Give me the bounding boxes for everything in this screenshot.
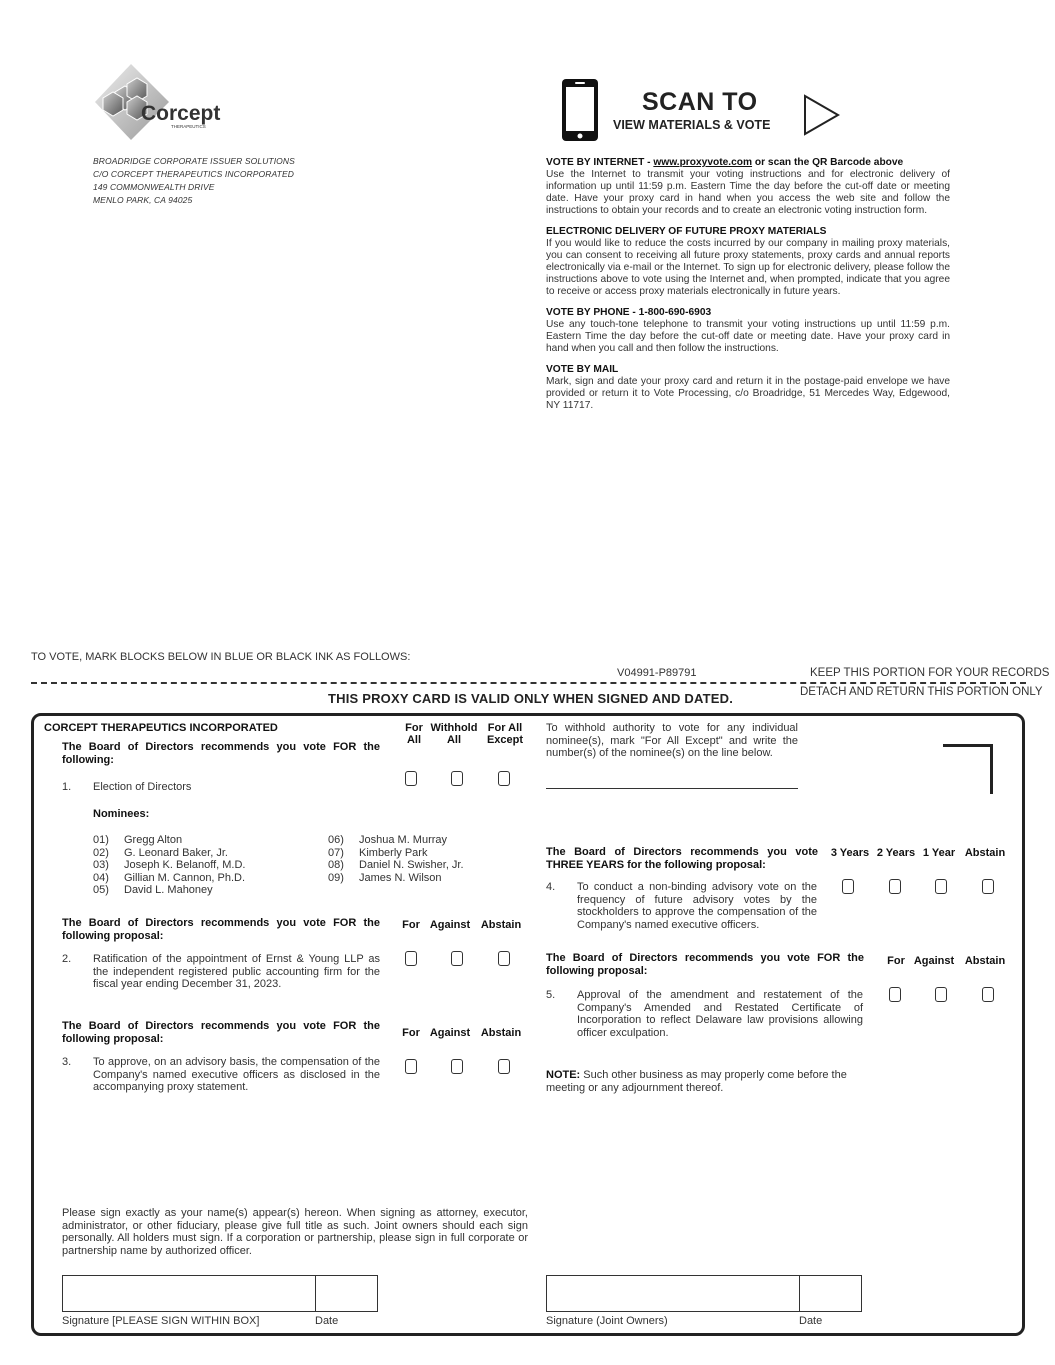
nominee-row: 06) Joshua M. Murray xyxy=(328,834,448,846)
signature-box[interactable] xyxy=(62,1275,378,1312)
keep-portion-label: KEEP THIS PORTION FOR YOUR RECORDS xyxy=(810,667,1050,679)
mailing-address: BROADRIDGE CORPORATE ISSUER SOLUTIONS C/O CORCEPT THERAPEUTICS INCORPORATED 149 COMMONWEALTH DRIVE MENLO PARK, CA 94025 xyxy=(93,156,295,205)
col-1-year: 1 Year xyxy=(922,847,956,859)
item4-3-years-checkbox[interactable] xyxy=(842,879,854,894)
item2-for-checkbox[interactable] xyxy=(405,951,417,966)
vote-mail-section: VOTE BY MAIL Mark, sign and date your proxy card and return it in the postage-paid envelope we have provided or return it to Vote Processing, c/o Broadridge, 51 Mercedes Way, Edgewood, NY 11717. xyxy=(546,364,950,411)
item2-number: 2. xyxy=(62,953,72,965)
recommend-for-proposal-2: The Board of Directors recommends you vote FOR the following proposal: xyxy=(62,917,380,942)
item3-for-checkbox[interactable] xyxy=(405,1059,417,1074)
sign-instruction: Please sign exactly as your name(s) appear(s) hereon. When signing as attorney, executor, administrator, or other fiduciary, please give full title as such. Joint owners should each sign personally. All holders must sign. If a corporation or partnership, please sign in full corporate or partnership name by authorized officer. xyxy=(62,1207,528,1257)
item5-text: Approval of the amendment and restatement of the Company's Amended and Restated Certificate of Incorporation to reflect Delaware law provisions allowing officer exculpation. xyxy=(577,989,863,1039)
item3-number: 3. xyxy=(62,1056,72,1068)
item5-number: 5. xyxy=(546,989,556,1001)
col-for: For xyxy=(402,1027,420,1039)
recommend-for-proposal-3: The Board of Directors recommends you vote FOR the following proposal: xyxy=(62,1020,380,1045)
col-abstain: Abstain xyxy=(480,919,522,931)
withhold-instruction: To withhold authority to vote for any individual nominee(s), mark "For All Except" and write the number(s) of the nominee(s) on the line below. xyxy=(546,722,798,759)
item2-against-checkbox[interactable] xyxy=(451,951,463,966)
item5-for-checkbox[interactable] xyxy=(889,987,901,1002)
item2-abstain-checkbox[interactable] xyxy=(498,951,510,966)
item3-text: To approve, on an advisory basis, the compensation of the Company's named executive officers as disclosed in the accompanying proxy statement. xyxy=(93,1056,380,1093)
nominee-row: 09) James N. Wilson xyxy=(328,871,442,884)
col-withhold-all: Withhold All xyxy=(430,722,478,746)
vote-internet-body: Use the Internet to transmit your voting instructions and for electronic delivery of information up until 11:59 p.m. Eastern Time the day before the cut-off date or meeting date. Have your proxy card in hand when you access the web site and follow the instructions to obtain your records and to create an electronic voting instruction form. xyxy=(546,169,950,216)
to-vote-instruction: TO VOTE, MARK BLOCKS BELOW IN BLUE OR BLACK INK AS FOLLOWS: xyxy=(31,651,411,663)
joint-signature-label: Signature (Joint Owners) xyxy=(546,1315,668,1327)
recommend-for-proposal-5: The Board of Directors recommends you vote FOR the following proposal: xyxy=(546,952,864,977)
item1-for-all-checkbox[interactable] xyxy=(405,771,417,786)
nominees-label: Nominees: xyxy=(93,808,150,820)
nominee-row: 01) Gregg Alton xyxy=(93,834,183,846)
valid-notice: THIS PROXY CARD IS VALID ONLY WHEN SIGNED AND DATED. xyxy=(328,691,734,706)
play-arrow-icon xyxy=(803,94,841,136)
scan-subtitle: VIEW MATERIALS & VOTE xyxy=(613,118,771,132)
item1-for-all-except-checkbox[interactable] xyxy=(498,771,510,786)
nominee-row: 07) Kimberly Park xyxy=(328,846,428,859)
col-for-all-except: For All Except xyxy=(486,722,524,746)
item5-against-checkbox[interactable] xyxy=(935,987,947,1002)
item4-text: To conduct a non-binding advisory vote on the frequency of future advisory votes by the stockholders to approve the compensation of the Company's named executive officers. xyxy=(577,881,817,931)
item4-abstain-checkbox[interactable] xyxy=(982,879,994,894)
col-2-years: 2 Years xyxy=(876,847,916,859)
nominee-row: 04) Gillian M. Cannon, Ph.D. xyxy=(93,871,246,884)
col-against: Against xyxy=(429,919,471,931)
item1-withhold-all-checkbox[interactable] xyxy=(451,771,463,786)
item1-number: 1. xyxy=(62,781,72,793)
detach-line xyxy=(31,682,1026,684)
logo-wordmark: Corcept xyxy=(141,102,221,125)
corner-mark xyxy=(943,744,993,794)
item1-label: Election of Directors xyxy=(93,781,192,793)
note-text: NOTE: Such other business as may properly come before the meeting or any adjournment thereof. xyxy=(546,1069,847,1094)
col-abstain: Abstain xyxy=(964,847,1006,859)
item5-abstain-checkbox[interactable] xyxy=(982,987,994,1002)
nominee-row: 08) Daniel N. Swisher, Jr. xyxy=(328,859,464,871)
col-against: Against xyxy=(913,955,955,967)
corcept-logo xyxy=(93,62,223,144)
recommend-for-following: The Board of Directors recommends you vote FOR the following: xyxy=(62,741,380,766)
date-label: Date xyxy=(315,1315,339,1327)
col-for: For xyxy=(887,955,905,967)
item3-abstain-checkbox[interactable] xyxy=(498,1059,510,1074)
scan-title: SCAN TO xyxy=(642,88,758,116)
col-abstain: Abstain xyxy=(964,955,1006,967)
col-for: For xyxy=(402,919,420,931)
smartphone-icon xyxy=(560,78,600,142)
nominee-row: 03) Joseph K. Belanoff, M.D. xyxy=(93,859,246,871)
signature-label: Signature [PLEASE SIGN WITHIN BOX] xyxy=(62,1315,260,1327)
col-for-all: For All xyxy=(405,722,423,746)
vote-internet-section: VOTE BY INTERNET - www.proxyvote.com or scan the QR Barcode above Use the Internet to transmit your voting instructions and for electronic delivery of information up until 11:59 p.m. Eastern Time the day before the cut-off date or meeting date. Have your proxy card in hand when you access the web site and follow the instructions to obtain your records and to create an electronic voting instruction form. xyxy=(546,157,950,216)
col-3-years: 3 Years xyxy=(830,847,870,859)
joint-date-label: Date xyxy=(799,1315,823,1327)
logo-tagline: THERAPEUTICS xyxy=(171,124,206,129)
detach-portion-label: DETACH AND RETURN THIS PORTION ONLY xyxy=(800,686,1043,698)
item4-number: 4. xyxy=(546,881,556,893)
item4-2-years-checkbox[interactable] xyxy=(889,879,901,894)
electronic-delivery-section: ELECTRONIC DELIVERY OF FUTURE PROXY MATERIALS If you would like to reduce the costs incurred by our company in mailing proxy materials, you can consent to receiving all future proxy statements, proxy cards and annual reports electronically via e-mail or the Internet. To sign up for electronic delivery, please follow the instructions above to vote using the Internet and, when prompted, indicate that you agree to receive or access proxy materials electronically in future years. xyxy=(546,226,950,297)
vote-phone-section: VOTE BY PHONE - 1-800-690-6903 Use any touch-tone telephone to transmit your voting instructions up until 11:59 p.m. Eastern Time the day before the cut-off date or meeting date. Have your proxy card in hand when you call and then follow the instructions. xyxy=(546,307,950,354)
nominees-list-right xyxy=(328,834,464,884)
recommend-three-years: The Board of Directors recommends you vote THREE YEARS for the following proposal: xyxy=(546,846,818,871)
joint-signature-box[interactable] xyxy=(546,1275,862,1312)
nominee-row: 02) G. Leonard Baker, Jr. xyxy=(93,846,228,859)
except-nominee-line[interactable] xyxy=(546,788,798,789)
item4-1-year-checkbox[interactable] xyxy=(935,879,947,894)
nominee-row: 05) David L. Mahoney xyxy=(93,884,213,896)
company-name: CORCEPT THERAPEUTICS INCORPORATED xyxy=(44,722,278,734)
col-abstain: Abstain xyxy=(480,1027,522,1039)
col-against: Against xyxy=(429,1027,471,1039)
item2-text: Ratification of the appointment of Ernst & Young LLP as the independent registered public accounting firm for the fiscal year ending December 31, 2023. xyxy=(93,953,380,990)
proxyvote-link[interactable]: www.proxyvote.com xyxy=(653,157,753,168)
item3-against-checkbox[interactable] xyxy=(451,1059,463,1074)
control-code: V04991-P89791 xyxy=(617,667,697,679)
nominees-list-left xyxy=(93,834,245,897)
